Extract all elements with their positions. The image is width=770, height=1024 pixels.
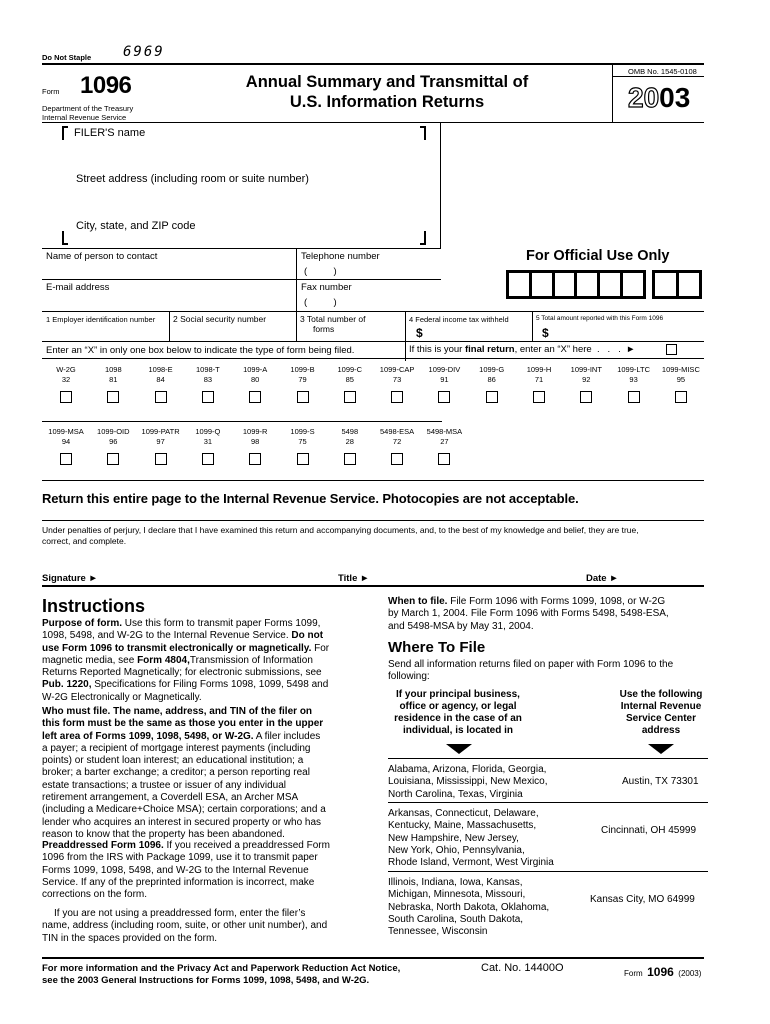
purpose-line-3: use Form 1096 to transmit electronically or magnetically. For xyxy=(42,642,330,654)
form-type-code: 80 xyxy=(251,375,260,384)
who-line-6: broker; a barter exchange; a creditor; a person reporting real xyxy=(42,767,310,779)
col-right-line-3: Service Center xyxy=(625,713,697,724)
who-line-8: retirement arrangement, a Coverdell ESA, an Archer MSA xyxy=(42,792,299,804)
omb-rule xyxy=(612,76,704,77)
perjury-statement-line-2: correct, and complete. xyxy=(42,536,127,546)
form-type-checkbox[interactable] xyxy=(60,391,72,403)
form-type-checkbox[interactable] xyxy=(533,391,545,403)
form-type-code: 92 xyxy=(582,375,591,384)
filer-right-border xyxy=(440,122,441,249)
final-return-prefix: If this is your xyxy=(409,344,465,355)
perjury-statement-line-1: Under penalties of perjury, I declare that I have examined this return and accompanying documents, and, to the best of my knowledge and belief, they are true, xyxy=(42,525,639,535)
form-type-name: 5498-ESA xyxy=(379,427,415,436)
form-type-code: 81 xyxy=(109,375,118,384)
address-austin: Austin, TX 73301 xyxy=(622,776,699,787)
down-arrow-icon xyxy=(446,744,472,754)
purpose-line-4: magnetic media, see Form 4804,Transmission of Information xyxy=(42,654,313,666)
who-line-5: points) or student loan interest; an educational institution; a xyxy=(42,755,304,767)
tax-year xyxy=(628,83,690,113)
final-return-bold: final return xyxy=(464,344,515,355)
pre-line-1: Preaddressed Form 1096. If you received a preaddressed Form xyxy=(42,840,330,851)
contact-mid-rule xyxy=(42,279,441,280)
np-line-1: If you are not using a preaddressed form, enter the filer’s xyxy=(54,908,306,919)
form-type-code: 79 xyxy=(298,375,307,384)
box-divider-4 xyxy=(532,311,533,341)
who-line-9: (including a Medicare+Choice MSA); certain corporations; and a xyxy=(42,804,326,816)
form-type-code: 72 xyxy=(392,437,402,446)
form-type-name: 1099-LTC xyxy=(617,365,650,374)
form-type-name: 5498 xyxy=(341,427,359,436)
box-divider-3 xyxy=(405,311,406,361)
states-2-line-5: Rhode Island, Vermont, West Virginia xyxy=(388,857,554,869)
pre-line-4: Service. If any of the preprinted information is incorrect, make xyxy=(42,876,315,888)
corner-top-right xyxy=(420,126,426,140)
form-type-code: 28 xyxy=(345,437,354,446)
form-type-name: 1099-G xyxy=(479,365,505,374)
states-1-line-3: North Carolina, Texas, Virginia xyxy=(388,788,523,800)
form-type-name: 1099-R xyxy=(242,427,268,436)
form-type-name: 1098-T xyxy=(196,365,220,374)
states-group-2 xyxy=(388,808,593,869)
footer-form-number: 1096 xyxy=(647,965,674,979)
instructions-heading: Instructions xyxy=(42,596,146,616)
not-preaddressed-paragraph xyxy=(42,908,372,945)
form-type-name: 1099-C xyxy=(337,365,363,374)
box-divider-2 xyxy=(296,311,297,341)
contact-person-label: Name of person to contact xyxy=(46,251,158,262)
form-type-name: 1099-MISC xyxy=(661,365,700,374)
box-3-label-line-2: forms xyxy=(313,324,335,334)
form-type-label xyxy=(42,427,90,447)
states-2-line-4: New York, Ohio, Pennsylvania, xyxy=(388,844,525,856)
tax-year-outline: 20 xyxy=(628,82,660,113)
form-type-code: 86 xyxy=(487,375,496,384)
where-intro-line-1: Send all information returns filed on paper with Form 1096 to the xyxy=(388,659,674,670)
form-type-code: 31 xyxy=(203,437,213,446)
who-line-3: left area of Forms 1099, 1098, 5498, or W-2G. A filer includes xyxy=(42,730,321,742)
who-line-7: estate transactions; a trustee or issuer of any individual xyxy=(42,779,287,791)
states-1-line-2: Louisiana, Mississippi, New Mexico, xyxy=(388,776,548,788)
form-type-label xyxy=(657,365,705,385)
form-type-name: 1099-CAP xyxy=(379,365,415,374)
signature-rule xyxy=(42,585,704,587)
states-3-line-2: Michigan, Minnesota, Missouri, xyxy=(388,889,526,901)
form-type-checkbox[interactable] xyxy=(675,391,687,403)
dept-line-2: Internal Revenue Service xyxy=(42,113,127,122)
boxes-bottom-rule xyxy=(42,341,704,342)
form-type-code: 93 xyxy=(629,375,638,384)
form-type-checkbox[interactable] xyxy=(628,391,640,403)
form-type-checkbox[interactable] xyxy=(249,453,261,465)
form-type-label xyxy=(184,365,232,385)
types-mid-rule xyxy=(42,421,442,422)
form-type-name: 1099-OID xyxy=(97,427,130,436)
col-left-line-2: office or agency, or legal xyxy=(399,701,517,712)
where-intro-line-2: following: xyxy=(388,671,430,683)
form-type-label xyxy=(420,365,468,385)
col-right-line-4: address xyxy=(641,725,681,736)
form-type-label xyxy=(42,365,90,385)
form-word: Form xyxy=(42,87,60,96)
who-line-4: a payer; a recipient of mortgage interest payments (including xyxy=(42,742,311,754)
form-type-name: 1098 xyxy=(104,365,122,374)
pre-line-2: 1096 from the IRS with Package 1099, use it to transmit paper xyxy=(42,852,318,864)
filer-name-label: FILER'S name xyxy=(74,127,146,139)
boxes-top-rule xyxy=(42,311,704,312)
corner-top-left xyxy=(62,126,68,140)
form-type-label xyxy=(279,365,327,385)
form-type-checkbox[interactable] xyxy=(155,391,167,403)
when-line-1: When to file. File Form 1096 with Forms 1099, 1098, or W-2G xyxy=(388,596,666,607)
footer-form-word: Form xyxy=(624,969,643,978)
pre-line-3: Forms 1099, 1098, 5498, and W-2G to the Internal Revenue xyxy=(42,864,309,876)
states-3-line-1: Illinois, Indiana, Iowa, Kansas, xyxy=(388,877,523,888)
np-line-3: TIN in the spaces provided on the form. xyxy=(42,932,218,944)
corner-bottom-right xyxy=(420,231,426,245)
form-type-label xyxy=(373,427,421,447)
where-rule-2 xyxy=(388,802,708,803)
form-type-label xyxy=(89,427,137,447)
form-type-code: 91 xyxy=(440,375,449,384)
when-line-3: and 5498-MSA by May 31, 2004. xyxy=(388,620,534,632)
where-rule-3 xyxy=(388,871,708,872)
header-bottom-rule xyxy=(42,122,704,123)
form-type-label xyxy=(326,427,374,447)
form-type-name: 1099-H xyxy=(526,365,552,374)
form-type-label xyxy=(562,365,610,385)
telephone-label: Telephone number xyxy=(301,251,380,262)
official-use-box-1 xyxy=(506,270,646,299)
who-line-2: this form must be the same as those you enter in the upper xyxy=(42,718,324,730)
purpose-of-form-paragraph xyxy=(42,618,372,704)
where-col-left-header xyxy=(388,689,528,737)
footer-notice-line-2: see the 2003 General Instructions for Forms 1099, 1098, 5498, and W-2G. xyxy=(42,975,370,986)
form-type-label xyxy=(231,427,279,447)
form-type-code: 97 xyxy=(156,437,165,446)
who-must-file-paragraph xyxy=(42,706,372,841)
form-type-checkbox[interactable] xyxy=(297,391,309,403)
box-5-dollar: $ xyxy=(542,326,549,340)
title-label: Title ► xyxy=(338,573,370,584)
official-use-box-2 xyxy=(652,270,702,299)
box-4-label: 4 Federal income tax withheld xyxy=(409,315,509,324)
form-type-checkbox[interactable] xyxy=(202,391,214,403)
return-notice: Return this entire page to the Internal Revenue Service. Photocopies are not acceptable. xyxy=(42,491,579,506)
form-title xyxy=(187,72,587,112)
official-use-label: For Official Use Only xyxy=(526,248,670,264)
form-type-label xyxy=(515,365,563,385)
purpose-line-6: Pub. 1220, Specifications for Filing Forms 1098, 1099, 5498 and xyxy=(42,679,329,691)
form-type-checkbox[interactable] xyxy=(344,453,356,465)
form-type-name: 1099-MSA xyxy=(48,427,84,436)
form-type-code: 98 xyxy=(251,437,260,446)
form-type-label xyxy=(137,365,185,385)
box-divider-1 xyxy=(169,311,170,341)
top-rule xyxy=(42,63,704,65)
preaddressed-paragraph xyxy=(42,840,372,901)
form-type-label xyxy=(420,427,468,447)
form-type-checkbox[interactable] xyxy=(391,391,403,403)
form-type-code: 85 xyxy=(345,375,354,384)
form-type-name: W-2G xyxy=(56,365,76,374)
who-line-11: reason to know that the property has been abandoned. xyxy=(42,828,285,840)
form-type-code: 84 xyxy=(156,375,165,384)
filer-bottom-rule xyxy=(42,248,441,249)
form-type-label xyxy=(89,365,137,385)
states-2-line-1: Arkansas, Connecticut, Delaware, xyxy=(388,808,539,819)
form-type-code: 73 xyxy=(392,375,402,384)
form-type-label xyxy=(326,365,374,385)
box-4-dollar: $ xyxy=(416,326,423,340)
purpose-line-2: 1098, 5498, and W-2G to the Internal Revenue Service. Do not xyxy=(42,630,324,642)
corner-bottom-left xyxy=(62,231,68,245)
box-2-label: 2 Social security number xyxy=(173,314,267,324)
form-type-checkbox[interactable] xyxy=(438,453,450,465)
purpose-line-7: W-2G Electronically or Magnetically. xyxy=(42,691,202,703)
form-type-label xyxy=(468,365,516,385)
form-title-line-1: Annual Summary and Transmittal of xyxy=(245,73,529,91)
where-rule-1 xyxy=(388,758,708,759)
states-3-line-3: Nebraska, North Dakota, Oklahoma, xyxy=(388,901,550,913)
form-type-name: 1099-B xyxy=(290,365,315,374)
pre-line-5: corrections on the form. xyxy=(42,889,148,901)
form-type-label xyxy=(137,427,185,447)
col-right-line-2: Internal Revenue xyxy=(620,701,702,712)
filer-city-label: City, state, and ZIP code xyxy=(76,220,196,232)
form-type-code: 27 xyxy=(440,437,449,446)
handwritten-code: 6969 xyxy=(123,44,165,60)
states-3-line-5: Tennessee, Wisconsin xyxy=(388,926,488,938)
form-type-name: 1098-E xyxy=(148,365,173,374)
form-type-name: 1099-A xyxy=(243,365,268,374)
footer-form-id xyxy=(624,963,701,981)
where-col-right-header xyxy=(606,689,716,737)
tax-year-solid: 03 xyxy=(659,82,691,113)
form-type-name: 1099-Q xyxy=(195,427,221,436)
when-line-2: by March 1, 2004. File Form 1096 with Forms 5498, 5498-ESA, xyxy=(388,608,669,620)
email-label: E-mail address xyxy=(46,282,110,293)
footer-rule xyxy=(42,957,704,959)
types-bottom-rule xyxy=(42,480,704,481)
box-5-label: 5 Total amount reported with this Form 1096 xyxy=(536,315,664,322)
do-not-staple-label: Do Not Staple xyxy=(42,53,92,62)
form-type-checkbox[interactable] xyxy=(107,391,119,403)
form-type-name: 5498-MSA xyxy=(426,427,463,436)
col-left-line-1: If your principal business, xyxy=(396,689,520,700)
form-type-checkbox[interactable] xyxy=(580,391,592,403)
signature-label: Signature ► xyxy=(42,573,98,584)
form-type-name: 1099-INT xyxy=(570,365,602,374)
form-type-label xyxy=(373,365,421,385)
states-3-line-4: South Carolina, South Dakota, xyxy=(388,913,524,925)
form-type-label xyxy=(184,427,232,447)
form-type-checkbox[interactable] xyxy=(486,391,498,403)
form-type-code: 95 xyxy=(676,375,686,384)
address-kansas-city: Kansas City, MO 64999 xyxy=(590,894,695,905)
where-to-file-heading: Where To File xyxy=(388,639,486,656)
form-type-checkbox[interactable] xyxy=(155,453,167,465)
states-2-line-2: Kentucky, Maine, Massachusetts, xyxy=(388,820,537,832)
down-arrow-icon xyxy=(648,744,674,754)
purpose-line-1: Purpose of form. Use this form to transmit paper Forms 1099, xyxy=(42,618,321,629)
final-return-checkbox[interactable] xyxy=(666,344,677,355)
telephone-value: ( ) xyxy=(304,266,337,277)
col-left-line-3: residence in the case of an xyxy=(394,713,522,724)
form-type-checkbox[interactable] xyxy=(391,453,403,465)
form-number: 1096 xyxy=(80,72,132,99)
box-1-label: 1 Employer identification number xyxy=(46,315,156,324)
col-right-line-1: Use the following xyxy=(619,689,703,700)
form-type-code: 32 xyxy=(61,375,71,384)
form-type-name: 1099-S xyxy=(290,427,315,436)
who-line-10: lender who acquires an interest in secured property or who has xyxy=(42,816,322,828)
form-type-code: 83 xyxy=(203,375,213,384)
form-type-checkbox[interactable] xyxy=(344,391,356,403)
types-top-rule xyxy=(42,358,704,359)
form-type-label xyxy=(279,427,327,447)
final-return-prompt xyxy=(409,344,635,355)
purpose-line-5: Returns Reported Magnetically; for electronic submissions, see xyxy=(42,667,322,679)
who-line-1: Who must file. The name, address, and TIN of the filer on xyxy=(42,706,313,717)
where-to-file-intro xyxy=(388,659,708,684)
form-type-checkbox[interactable] xyxy=(297,453,309,465)
form-type-checkbox[interactable] xyxy=(438,391,450,403)
states-group-1 xyxy=(388,764,593,801)
form-type-code: 94 xyxy=(61,437,71,446)
omb-divider xyxy=(612,63,613,123)
form-type-name: 1099-DIV xyxy=(428,365,461,374)
filer-street-label: Street address (including room or suite number) xyxy=(76,173,309,185)
np-line-2: name, address (including room, suite, or other unit number), and xyxy=(42,920,328,932)
dept-line-1: Department of the Treasury xyxy=(42,104,134,113)
omb-number: OMB No. 1545-0108 xyxy=(628,67,697,76)
date-label: Date ► xyxy=(586,573,619,584)
form-type-code: 96 xyxy=(109,437,118,446)
form-type-instruction: Enter an “X” in only one box below to indicate the type of form being filed. xyxy=(46,345,355,356)
fax-value: ( ) xyxy=(304,297,337,308)
footer-notice xyxy=(42,963,400,987)
form-type-label xyxy=(610,365,658,385)
form-type-code: 75 xyxy=(298,437,307,446)
contact-divider xyxy=(296,248,297,312)
address-cincinnati: Cincinnati, OH 45999 xyxy=(601,825,697,836)
form-type-name: 1099-PATR xyxy=(141,427,180,436)
col-left-line-4: individual, is located in xyxy=(402,725,514,736)
form-type-checkbox[interactable] xyxy=(249,391,261,403)
box-3-label-line-1: 3 Total number of xyxy=(300,314,366,324)
when-to-file-paragraph xyxy=(388,596,708,633)
footer-form-year: (2003) xyxy=(678,969,702,978)
form-title-line-2: U.S. Information Returns xyxy=(289,93,485,111)
final-return-suffix: , enter an “X” here . . . ► xyxy=(514,344,636,355)
form-type-checkbox[interactable] xyxy=(107,453,119,465)
states-group-3 xyxy=(388,877,593,938)
states-2-line-3: New Hampshire, New Jersey, xyxy=(388,832,519,844)
catalog-number: Cat. No. 14400O xyxy=(481,962,564,974)
states-1-line-1: Alabama, Arizona, Florida, Georgia, xyxy=(388,764,547,775)
notice-rule xyxy=(42,520,704,521)
form-type-checkbox[interactable] xyxy=(60,453,72,465)
footer-notice-line-1: For more information and the Privacy Act and Paperwork Reduction Act Notice, xyxy=(42,963,401,974)
fax-label: Fax number xyxy=(301,282,352,293)
form-type-label xyxy=(231,365,279,385)
form-type-checkbox[interactable] xyxy=(202,453,214,465)
form-type-code: 71 xyxy=(534,375,544,384)
